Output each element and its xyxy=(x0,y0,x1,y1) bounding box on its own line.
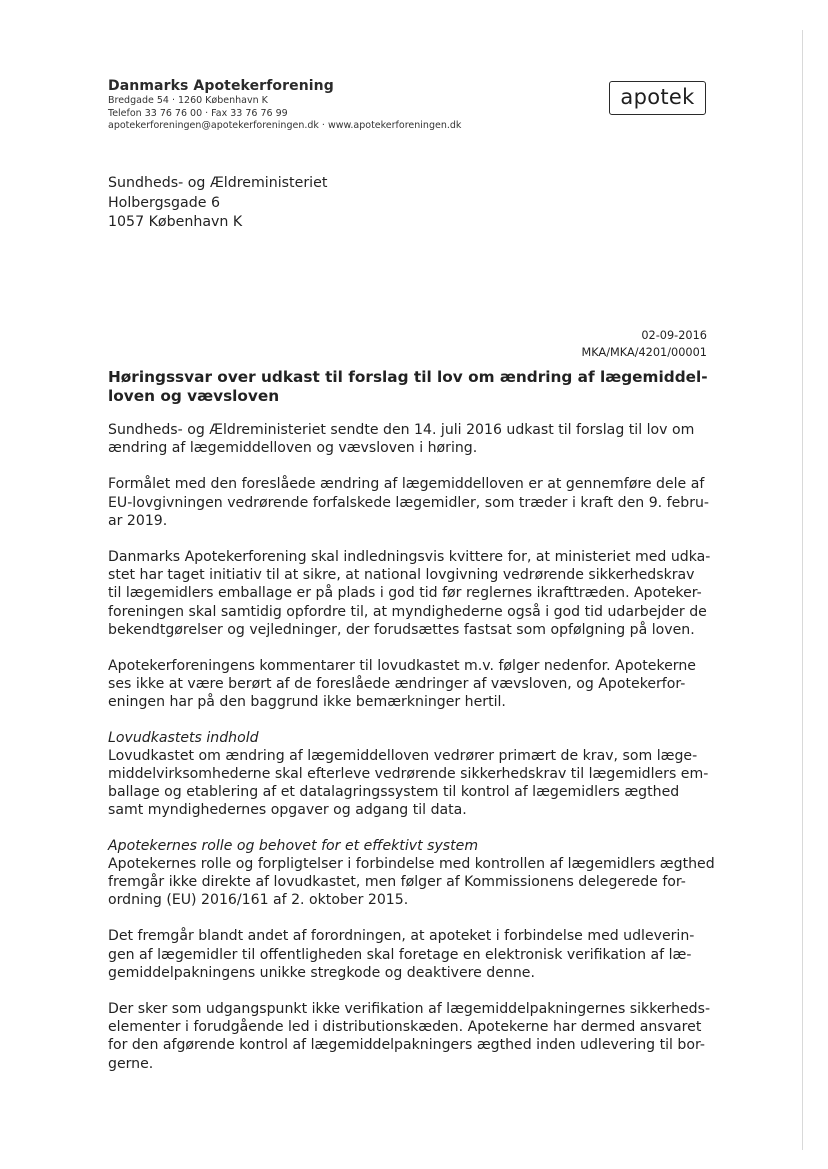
text-line: Apotekernes rolle og forpligtelser i forbindelse med kontrollen af lægemidlers ægthed xyxy=(108,855,715,872)
text-line: fremgår ikke direkte af lovudkastet, men følger af Kommissionens delegerede for- xyxy=(108,874,686,891)
text-line: gen af lægemidler til offentligheden skal foretage en elektronisk verifikation af læ- xyxy=(108,946,692,963)
sender-phone: Telefon 33 76 76 00 · Fax 33 76 76 99 xyxy=(108,107,288,119)
paragraph-3 xyxy=(108,548,711,639)
text-line: gerne. xyxy=(108,1055,154,1072)
document-reference: MKA/MKA/4201/00001 xyxy=(581,346,707,359)
text-line: til lægemidlers emballage er på plads i god tid før reglernes ikrafttræden. Apoteker- xyxy=(108,585,702,602)
paragraph-1 xyxy=(108,421,708,457)
subject-line: Høringssvar over udkast til forslag til lov om ændring af lægemiddel- xyxy=(108,368,708,386)
meta-block xyxy=(582,327,707,361)
text-line: ballage og etablering af et datalagringssystem til kontrol af lægemidlers ægthed xyxy=(108,784,680,801)
text-line: Det fremgår blandt andet af forordningen, at apoteket i forbindelse med udleverin- xyxy=(108,928,695,945)
text-line: ses ikke at være berørt af de foreslåede ændringer af vævsloven, og Apotekerfor- xyxy=(108,676,686,693)
text-line: ændring af lægemiddelloven og vævsloven i høring. xyxy=(108,440,478,457)
text-line: elementer i forudgående led i distributionskæden. Apotekerne har dermed ansvaret xyxy=(108,1019,702,1036)
letter-body xyxy=(108,421,715,1073)
paragraph-4 xyxy=(108,657,708,712)
text-line: gemiddelpakningens unikke stregkode og deaktivere denne. xyxy=(108,964,535,981)
document-date: 02-09-2016 xyxy=(641,329,707,342)
text-line: Apotekerforeningens kommentarer til lovudkastet m.v. følger nedenfor. Apotekerne xyxy=(108,658,696,675)
section-heading-lovudkast: Lovudkastets indhold xyxy=(108,729,259,746)
paragraph-2 xyxy=(108,475,708,530)
text-line: Sundheds- og Ældreministeriet sendte den 14. juli 2016 udkast til forslag til lov om xyxy=(108,422,695,438)
text-line: ordning (EU) 2016/161 af 2. oktober 2015. xyxy=(108,892,409,909)
recipient-line: 1057 København K xyxy=(108,214,243,230)
text-line: eningen har på den baggrund ikke bemærkninger hertil. xyxy=(108,694,506,711)
scan-edge-line xyxy=(802,30,803,1150)
paragraph-5 xyxy=(108,747,708,820)
sender-contact: apotekerforeningen@apotekerforeningen.dk · www.apotekerforeningen.dk xyxy=(108,120,462,131)
apotek-logo xyxy=(609,81,706,115)
text-line: for den afgørende kontrol af lægemiddelpakningers ægthed inden udlevering til bor- xyxy=(108,1037,705,1054)
subject-line: loven og vævsloven xyxy=(108,387,280,405)
paragraph-6 xyxy=(108,855,715,910)
paragraph-8 xyxy=(108,1000,711,1073)
logo-text: apotek xyxy=(620,85,695,109)
sender-address: Bredgade 54 · 1260 København K xyxy=(108,95,268,106)
recipient-block xyxy=(108,174,327,233)
text-line: EU-lovgivningen vedrørende forfalskede lægemidler, som træder i kraft den 9. febru- xyxy=(108,494,710,511)
paragraph-7 xyxy=(108,927,708,982)
recipient-line: Sundheds- og Ældreministeriet xyxy=(108,175,328,191)
text-line: Formålet med den foreslåede ændring af lægemiddelloven er at gennemføre dele af xyxy=(108,476,705,493)
text-line: samt myndighedernes opgaver og adgang til data. xyxy=(108,802,467,819)
text-line: middelvirksomhederne skal efterleve vedrørende sikkerhedskrav til lægemidlers em- xyxy=(108,766,709,783)
sender-name: Danmarks Apotekerforening xyxy=(108,78,334,94)
section-heading-apotekernes-rolle: Apotekernes rolle og behovet for et effektivt system xyxy=(108,837,479,854)
text-line: Lovudkastet om ændring af lægemiddelloven vedrører primært de krav, som læge- xyxy=(108,747,698,764)
text-line: Der sker som udgangspunkt ikke verifikation af lægemiddelpakningernes sikkerheds- xyxy=(108,1001,711,1018)
subject-heading xyxy=(108,368,708,406)
text-line: stet har taget initiativ til at sikre, at national lovgivning vedrørende sikkerhedskrav xyxy=(108,567,695,584)
text-line: foreningen skal samtidig opfordre til, at myndighederne også i god tid udarbejder de xyxy=(108,603,707,620)
text-line: bekendtgørelser og vejledninger, der forudsættes fastsat som opfølgning på loven. xyxy=(108,621,695,638)
text-line: ar 2019. xyxy=(108,512,168,529)
text-line: Danmarks Apotekerforening skal indledningsvis kvittere for, at ministeriet med udka- xyxy=(108,549,711,566)
sender-block xyxy=(108,78,578,133)
recipient-line: Holbergsgade 6 xyxy=(108,194,220,211)
